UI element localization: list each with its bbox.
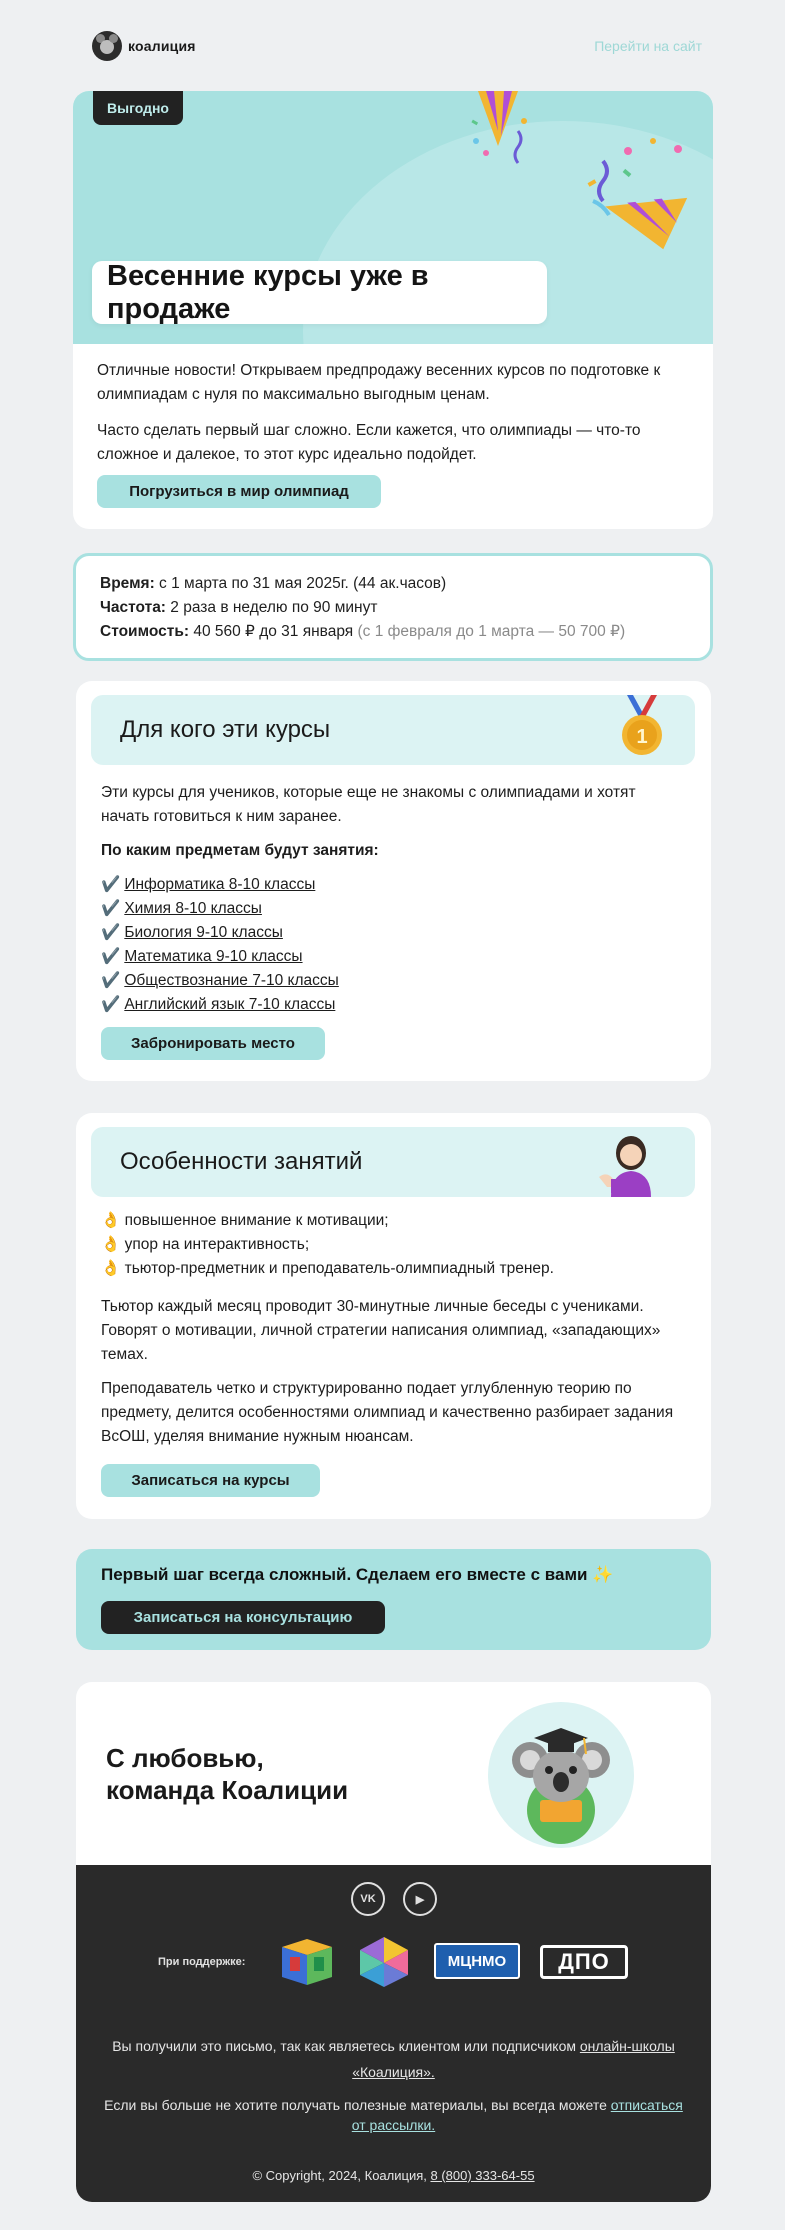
explore-olympiads-button[interactable]: Погрузиться в мир олимпиад bbox=[97, 475, 381, 508]
subscription-notice bbox=[96, 2033, 691, 2085]
youtube-icon[interactable]: ▶ bbox=[403, 1882, 437, 1916]
ok-hand-icon: 👌 bbox=[101, 1236, 121, 1253]
copyright bbox=[96, 2163, 691, 2189]
koala-mascot-icon bbox=[488, 1702, 634, 1848]
info-label: Стоимость: bbox=[100, 623, 190, 640]
partner-dpo-logo[interactable]: ДПО bbox=[540, 1945, 628, 1979]
hero-banner bbox=[73, 91, 713, 344]
unsubscribe-link[interactable]: отписаться от рассылки. bbox=[351, 2097, 683, 2133]
info-time-row bbox=[100, 572, 686, 596]
hero-card bbox=[73, 91, 713, 529]
consultation-button[interactable]: Записаться на консультацию bbox=[101, 1601, 385, 1634]
signature bbox=[106, 1742, 348, 1806]
audience-intro: Эти курсы для учеников, которые еще не знакомы с олимпиадами и хотят начать готовиться к ним заранее. bbox=[101, 784, 636, 825]
list-item bbox=[101, 873, 686, 897]
check-icon: ✔️ bbox=[101, 972, 121, 989]
book-seat-button[interactable]: Забронировать место bbox=[101, 1027, 325, 1060]
info-label: Частота: bbox=[100, 599, 166, 616]
signature-line: С любовью, bbox=[106, 1743, 264, 1773]
feature-text: упор на интерактивность; bbox=[124, 1236, 310, 1253]
list-item bbox=[101, 945, 686, 969]
email-footer bbox=[76, 1682, 711, 2202]
footer-dark-panel bbox=[76, 1865, 711, 2202]
section-header bbox=[91, 1127, 695, 1197]
subjects-heading: По каким предметам будут занятия: bbox=[101, 842, 379, 859]
features-paragraph: Преподаватель четко и структурированно подает углубленную теорию по предмету, делится особенностями олимпиад и качественно разбирает задания ВсОШ, уделяя внимание нужным нюансам. bbox=[101, 1380, 674, 1445]
phone-link[interactable]: 8 (800) 333-64-55 bbox=[430, 2168, 535, 2183]
list-item bbox=[101, 993, 686, 1017]
copyright-text: © Copyright, 2024, Коалиция, bbox=[252, 2168, 431, 2183]
check-icon: ✔️ bbox=[101, 948, 121, 965]
info-value: 2 раза в неделю по 90 минут bbox=[165, 599, 378, 616]
list-item bbox=[101, 969, 686, 993]
support-label: При поддержке: bbox=[158, 1956, 246, 1968]
feature-text: повышенное внимание к мотивации; bbox=[124, 1212, 389, 1229]
logo-text: коалиция bbox=[128, 38, 196, 54]
unsubscribe-notice bbox=[96, 2095, 691, 2135]
subject-link-social-studies[interactable]: Обществознание 7-10 классы bbox=[124, 972, 339, 989]
section-title: Особенности занятий bbox=[120, 1148, 363, 1175]
course-info-box bbox=[73, 553, 713, 661]
info-frequency-row bbox=[100, 596, 686, 620]
school-link[interactable]: онлайн-школы «Коалиция». bbox=[352, 2038, 675, 2080]
info-value: с 1 марта по 31 мая 2025г. (44 ак.часов) bbox=[154, 575, 447, 592]
cta-title: Первый шаг всегда сложный. Сделаем его вместе с вами ✨ bbox=[101, 1565, 614, 1584]
svg-text:1: 1 bbox=[636, 726, 648, 748]
go-to-site-link[interactable]: Перейти на сайт bbox=[594, 38, 702, 54]
email-header bbox=[92, 28, 702, 64]
ok-hand-icon: 👌 bbox=[101, 1260, 121, 1277]
list-item bbox=[101, 1209, 686, 1233]
vk-icon[interactable]: VK bbox=[351, 1882, 385, 1916]
enroll-courses-button[interactable]: Записаться на курсы bbox=[101, 1464, 320, 1497]
subjects-list bbox=[101, 873, 686, 1017]
partner-mcnmo-logo[interactable]: МЦНМО bbox=[434, 1943, 520, 1979]
hero-paragraph: Отличные новости! Открываем предпродажу весенних курсов по подготовке к олимпиадам с нуля по максимально выгодным ценам. bbox=[97, 362, 661, 403]
features-list bbox=[101, 1209, 686, 1281]
koala-logo-icon bbox=[92, 31, 122, 61]
info-price-row bbox=[100, 620, 686, 644]
later-price: (с 1 февраля до 1 марта — 50 700 ₽) bbox=[357, 623, 626, 640]
gold-medal-icon bbox=[617, 695, 667, 759]
check-icon: ✔️ bbox=[101, 924, 121, 941]
hero-text bbox=[97, 359, 687, 467]
features-paragraph: Тьютор каждый месяц проводит 30-минутные личные беседы с учениками. Говорят о мотивации, личной стратегии написания олимпиад, «западающих» темах. bbox=[101, 1298, 661, 1363]
check-icon: ✔️ bbox=[101, 900, 121, 917]
brand-logo[interactable] bbox=[92, 31, 196, 61]
consultation-banner bbox=[76, 1549, 711, 1650]
koala-mascot bbox=[488, 1702, 634, 1848]
woman-tipping-hand-icon bbox=[597, 1133, 657, 1197]
list-item bbox=[101, 1257, 686, 1281]
hero-paragraph: Часто сделать первый шаг сложно. Если кажется, что олимпиады — что-то сложное и далекое, то этот курс идеально подойдет. bbox=[97, 422, 641, 463]
signature-line: команда Коалиции bbox=[106, 1775, 349, 1805]
section-header bbox=[91, 695, 695, 765]
party-popper-icon bbox=[583, 131, 703, 251]
party-popper-icon bbox=[468, 91, 538, 171]
info-value: 40 560 ₽ до 31 января bbox=[189, 623, 358, 640]
info-label: Время: bbox=[100, 575, 155, 592]
subject-link-informatics[interactable]: Информатика 8-10 классы bbox=[124, 876, 316, 893]
subject-link-chemistry[interactable]: Химия 8-10 классы bbox=[124, 900, 262, 917]
check-icon: ✔️ bbox=[101, 996, 121, 1013]
notice-text: Вы получили это письмо, так как являетесь клиентом или подписчиком bbox=[112, 2038, 580, 2054]
notice-text: Если вы больше не хотите получать полезные материалы, вы всегда можете bbox=[104, 2097, 611, 2113]
check-icon: ✔️ bbox=[101, 876, 121, 893]
features-body bbox=[101, 1209, 686, 1449]
subject-link-english[interactable]: Английский язык 7-10 классы bbox=[124, 996, 336, 1013]
features-card bbox=[76, 1113, 711, 1519]
list-item bbox=[101, 1233, 686, 1257]
subject-link-biology[interactable]: Биология 9-10 классы bbox=[124, 924, 283, 941]
audience-body bbox=[101, 781, 686, 1017]
list-item bbox=[101, 921, 686, 945]
ok-hand-icon: 👌 bbox=[101, 1212, 121, 1229]
audience-card bbox=[76, 681, 711, 1081]
partner-cube-logo-icon[interactable] bbox=[278, 1935, 336, 1987]
section-title: Для кого эти курсы bbox=[120, 716, 331, 743]
partner-hex-logo-icon[interactable] bbox=[356, 1935, 412, 1989]
feature-text: тьютор-предметник и преподаватель-олимпиадный тренер. bbox=[124, 1260, 554, 1277]
list-item bbox=[101, 897, 686, 921]
promo-badge: Выгодно bbox=[93, 91, 183, 125]
subject-link-math[interactable]: Математика 9-10 классы bbox=[124, 948, 303, 965]
hero-title: Весенние курсы уже в продаже bbox=[92, 261, 547, 324]
